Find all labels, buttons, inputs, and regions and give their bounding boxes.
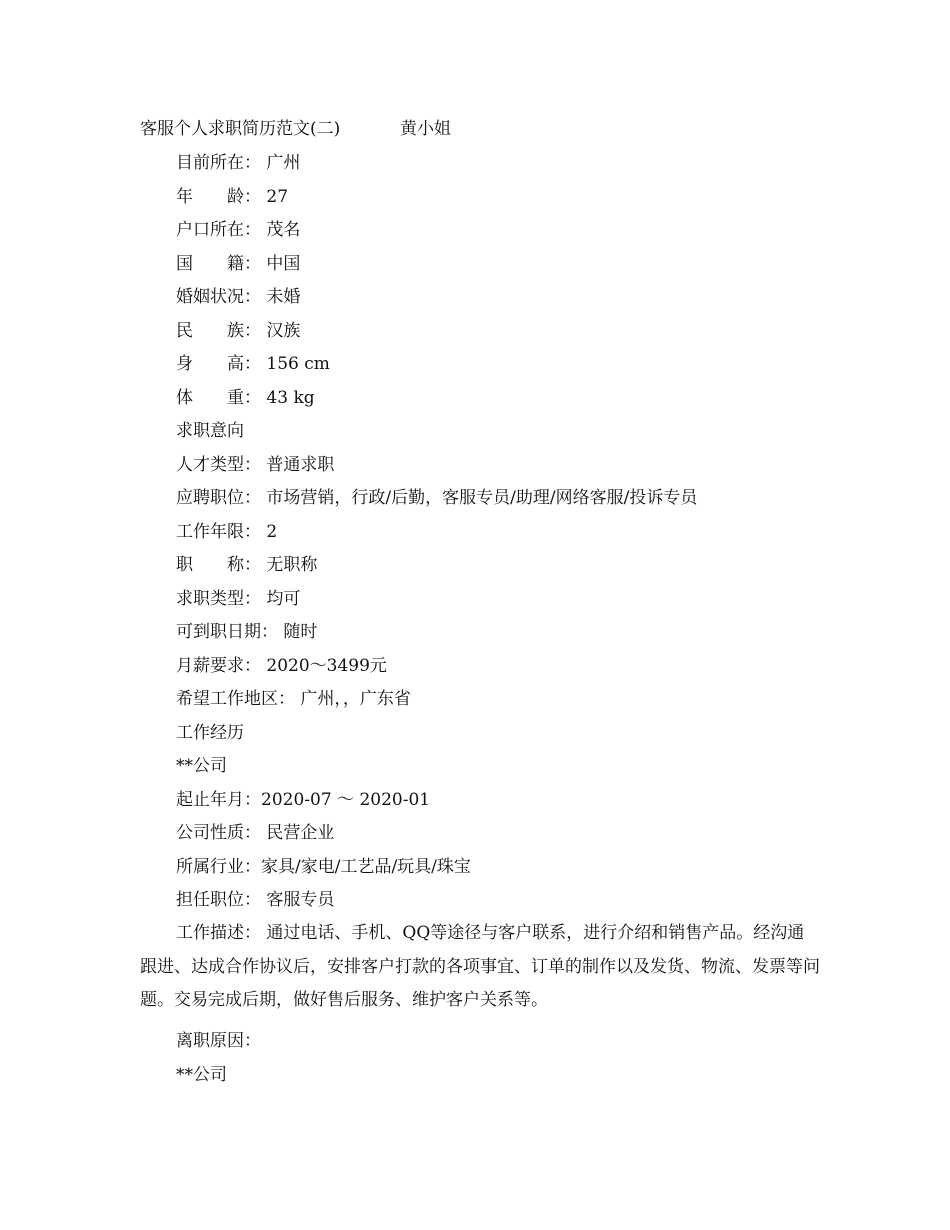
info-nationality: 国 籍： 中国 [176,254,301,274]
info-current-location: 目前所在： 广州 [176,153,301,173]
info-talent-type: 人才类型： 普通求职 [176,455,335,475]
info-salary-expectation: 月薪要求： 2020～3499元 [176,656,387,676]
info-job-type: 求职类型： 均可 [176,589,301,609]
info-position-held: 担任职位： 客服专员 [176,890,335,910]
info-industry: 所属行业：家具/家电/工艺品/玩具/珠宝 [176,857,471,877]
info-employment-period: 起止年月：2020-07 ～ 2020-01 [176,790,431,810]
info-available-date: 可到职日期： 随时 [176,622,318,642]
info-weight: 体 重： 43 kg [176,388,315,408]
applicant-name: 黄小姐 [400,119,451,139]
info-ethnicity: 民 族： 汉族 [176,321,301,341]
section-heading-work-experience: 工作经历 [176,723,244,743]
company-name: **公司 [176,756,227,776]
info-years-of-experience: 工作年限： 2 [176,522,278,542]
info-age: 年 龄： 27 [176,187,289,207]
document-title: 客服个人求职简历范文(二) [140,119,341,139]
job-description-paragraph: 工作描述： 通过电话、手机、QQ等途径与客户联系，进行介绍和销售产品。经沟通跟进、达成合作协议后，安排客户打款的各项事宜、订单的制作以及发货、物流、发票等问题。交易完成后期，做好售后服务、维护客户关系等。 [140,923,820,1010]
info-marital-status: 婚姻状况： 未婚 [176,287,301,307]
info-professional-title: 职 称： 无职称 [176,555,318,575]
section-heading-job-intention: 求职意向 [176,421,244,441]
info-height: 身 高： 156 cm [176,354,330,374]
company-name-second: **公司 [176,1065,227,1085]
info-reason-for-leaving: 离职原因： [176,1031,261,1051]
info-applied-positions: 应聘职位： 市场营销，行政/后勤，客服专员/助理/网络客服/投诉专员 [176,488,698,508]
info-company-type: 公司性质： 民营企业 [176,823,335,843]
info-preferred-location: 希望工作地区： 广州，，广东省 [176,689,411,709]
info-household-registration: 户口所在： 茂名 [176,220,301,240]
